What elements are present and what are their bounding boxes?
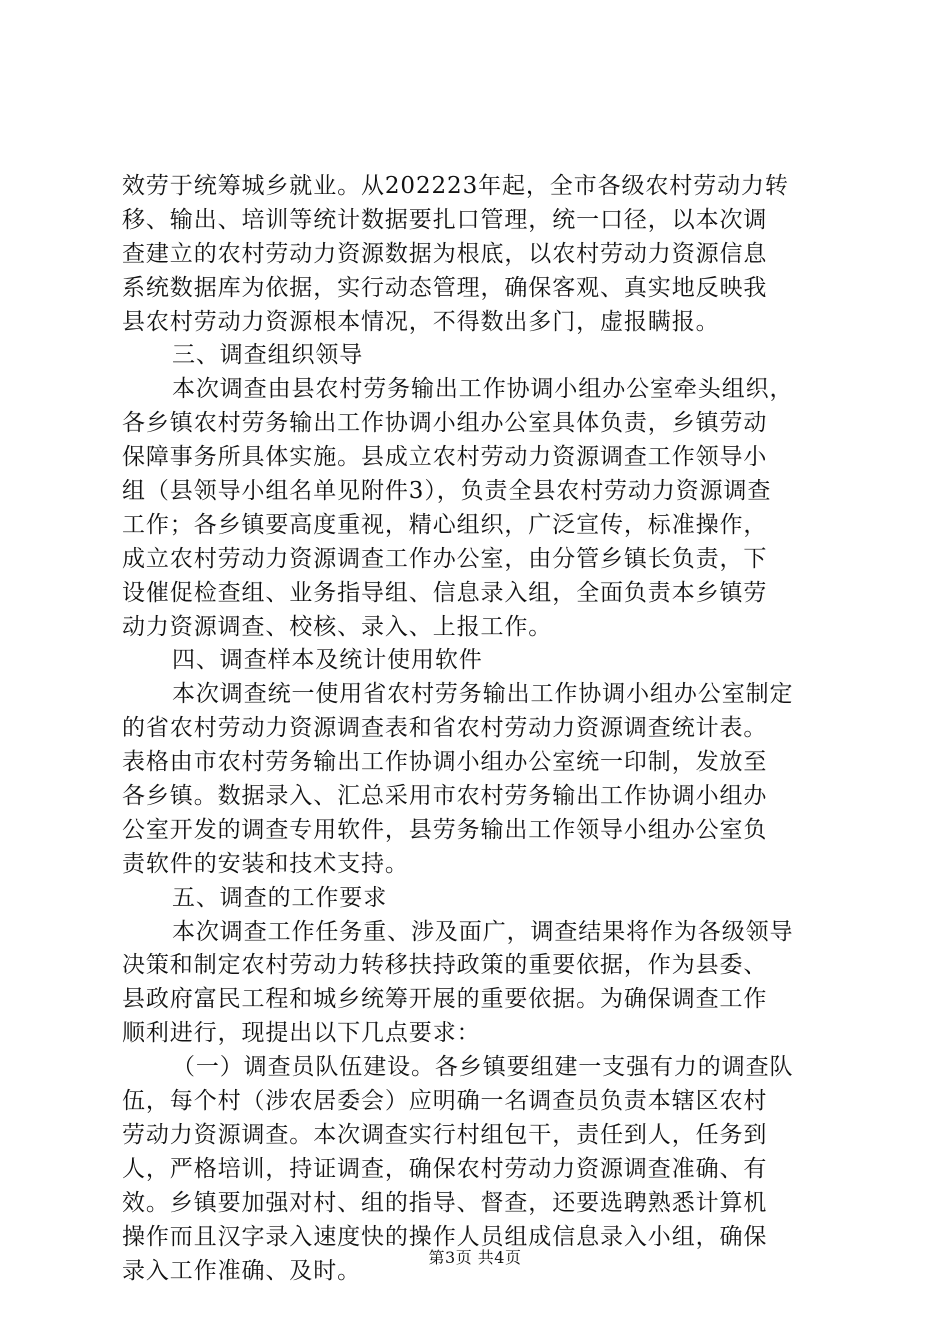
text-line: 组（县领导小组名单见附件3），负责全县农村劳动力资源调查 — [122, 478, 772, 505]
text-line: 效劳于统筹城乡就业。从202223年起，全市各级农村劳动力转 — [122, 173, 789, 199]
text-line: 成立农村劳动力资源调查工作办公室，由分管乡镇长负责，下 — [122, 545, 768, 572]
section-heading: 四、调查样本及统计使用软件 — [172, 647, 483, 674]
text-line: 县农村劳动力资源根本情况，不得数出多门，虚报瞒报。 — [122, 308, 720, 335]
text-line: 劳动力资源调查。本次调查实行村组包干，责任到人，任务到 — [122, 1121, 768, 1148]
text-line: 保障事务所具体实施。县成立农村劳动力资源调查工作领导小 — [122, 444, 768, 471]
text-line: 的省农村劳动力资源调查表和省农村劳动力资源调查统计表。 — [122, 715, 768, 742]
text-line: 各乡镇农村劳务输出工作协调小组办公室具体负责，乡镇劳动 — [122, 410, 768, 437]
text-line: 查建立的农村劳动力资源数据为根底，以农村劳动力资源信息 — [122, 240, 768, 267]
document-body — [122, 170, 842, 1288]
text-line: 决策和制定农村劳动力转移扶持政策的重要依据，作为县委、 — [122, 952, 768, 979]
text-line: 录入工作准确、及时。 — [122, 1257, 361, 1284]
text-line: 操作而且汉字录入速度快的操作人员组成信息录入小组，确保 — [122, 1223, 768, 1250]
text-line: 效。乡镇要加强对村、组的指导、督查，还要选聘熟悉计算机 — [122, 1189, 768, 1216]
text-line: 表格由市农村劳务输出工作协调小组办公室统一印制，发放至 — [122, 749, 768, 776]
text-line: 工作；各乡镇要高度重视，精心组织，广泛宣传，标准操作， — [122, 511, 768, 538]
text-line: 公室开发的调查专用软件，县劳务输出工作领导小组办公室负 — [122, 816, 768, 843]
page-number-footer: 第3页 共4页 — [428, 1248, 522, 1267]
text-line: 移、输出、培训等统计数据要扎口管理，统一口径，以本次调 — [122, 206, 768, 233]
text-line: 各乡镇。数据录入、汇总采用市农村劳务输出工作协调小组办 — [122, 783, 768, 810]
text-line: 本次调查由县农村劳务输出工作协调小组办公室牵头组织， — [172, 376, 794, 403]
text-line: 顺利进行，现提出以下几点要求： — [122, 1020, 481, 1047]
subsection-heading: （一）调查员队伍建设。各乡镇要组建一支强有力的调查队 — [172, 1054, 794, 1081]
text-line: 设催促检查组、业务指导组、信息录入组，全面负责本乡镇劳 — [122, 579, 768, 606]
text-line: 责软件的安装和技术支持。 — [122, 850, 409, 877]
text-line: 本次调查统一使用省农村劳务输出工作协调小组办公室制定 — [172, 681, 794, 708]
text-line: 系统数据库为依据，实行动态管理，确保客观、真实地反映我 — [122, 274, 768, 301]
section-heading: 五、调查的工作要求 — [172, 884, 388, 911]
text-line: 人，严格培训，持证调查，确保农村劳动力资源调查准确、有 — [122, 1155, 768, 1182]
text-line: 县政府富民工程和城乡统筹开展的重要依据。为确保调查工作 — [122, 986, 768, 1013]
text-line: 本次调查工作任务重、涉及面广，调查结果将作为各级领导 — [172, 918, 794, 945]
text-line: 动力资源调查、校核、录入、上报工作。 — [122, 613, 553, 640]
section-heading: 三、调查组织领导 — [172, 342, 364, 369]
text-line: 伍，每个村（涉农居委会）应明确一名调查员负责本辖区农村 — [122, 1088, 768, 1115]
